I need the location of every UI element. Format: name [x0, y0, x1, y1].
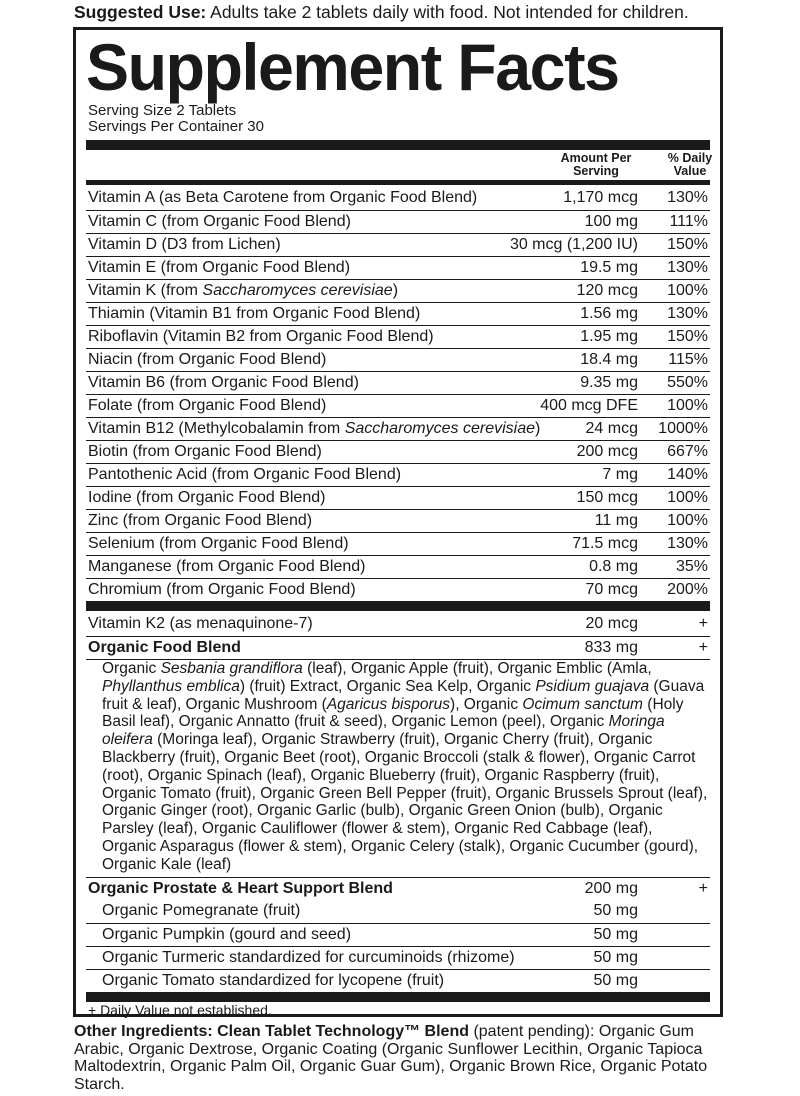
footnote: + Daily Value not established.: [88, 1002, 272, 1018]
supplement-facts-panel: [73, 27, 723, 1017]
nutrient-daily-value: 200%: [667, 581, 708, 598]
table-row: [86, 325, 710, 348]
nutrient-name: Manganese (from Organic Food Blend): [88, 558, 366, 575]
nutrient-name: Vitamin K2 (as menaquinone-7): [88, 615, 313, 632]
suggested-use: [74, 1, 774, 23]
blend-name: Organic Prostate & Heart Support Blend: [88, 880, 393, 897]
table-row: [86, 233, 710, 256]
table-row: [86, 279, 710, 302]
nutrient-name: Chromium (from Organic Food Blend): [88, 581, 356, 598]
nutrient-name: Biotin (from Organic Food Blend): [88, 443, 322, 460]
nutrient-amount: 0.8 mg: [589, 558, 638, 575]
nutrient-daily-value: 550%: [667, 374, 708, 391]
nutrient-daily-value: 667%: [667, 443, 708, 460]
ingredient-species: Moringa oleifera: [102, 713, 665, 749]
nutrient-name: Vitamin B6 (from Organic Food Blend): [88, 374, 359, 391]
table-row: [86, 371, 710, 394]
nutrient-amount: 20 mcg: [585, 615, 638, 632]
table-row: [86, 900, 710, 923]
table-row: [86, 187, 710, 210]
ingredient-amount: 50 mg: [593, 902, 638, 919]
suggested-use-text: Adults take 2 tablets daily with food. Not intended for children.: [206, 2, 689, 22]
nutrient-name: Vitamin C (from Organic Food Blend): [88, 213, 351, 230]
nutrient-daily-value: 130%: [667, 305, 708, 322]
nutrient-daily-value: 140%: [667, 466, 708, 483]
nutrient-daily-value: 115%: [668, 351, 708, 368]
other-ingredients-text: (patent pending): Organic Gum Arabic, Organic Dextrose, Organic Coating (Organic Sunflower Lecithin, Organic Tapioca Maltodextrin, Organic Palm Oil, Organic Guar Gum), Organic Brown Rice, Organic Potato Starch.: [74, 1023, 708, 1093]
ingredient-name: Organic Pumpkin (gourd and seed): [102, 926, 352, 943]
nutrient-source-species: Saccharomyces cerevisiae: [202, 282, 393, 299]
ingredient-species: Sesbania grandiflora: [160, 660, 303, 677]
nutrient-name: Thiamin (Vitamin B1 from Organic Food Blend): [88, 305, 421, 322]
nutrient-daily-value: 100%: [667, 282, 708, 299]
other-ingredients: [74, 1023, 724, 1093]
table-row: [86, 210, 710, 233]
nutrient-amount: 100 mg: [584, 213, 638, 230]
daily-value-header: % Daily Value: [667, 151, 713, 178]
table-row: [86, 946, 710, 969]
table-row: [86, 302, 710, 325]
blend-name: Organic Food Blend: [88, 639, 241, 656]
ingredient-species: Agaricus bisporus: [326, 695, 451, 713]
nutrient-daily-value: 1000%: [658, 420, 708, 437]
nutrient-daily-value: 150%: [667, 236, 708, 253]
nutrient-amount: 120 mcg: [576, 282, 638, 299]
ingredient-name: Organic Pomegranate (fruit): [102, 902, 301, 919]
table-row: [86, 555, 710, 578]
ingredient-amount: 50 mg: [593, 972, 638, 989]
table-row: [86, 969, 710, 992]
suggested-use-label: Suggested Use:: [74, 2, 207, 22]
servings-per-container: Servings Per Container 30: [88, 118, 264, 135]
nutrient-amount: 11 mg: [594, 512, 638, 529]
table-row-prostate-blend: [86, 877, 710, 900]
nutrient-name: Niacin (from Organic Food Blend): [88, 351, 327, 368]
nutrient-daily-value: 35%: [675, 558, 708, 575]
nutrient-name: Zinc (from Organic Food Blend): [88, 512, 313, 529]
ingredient-species: Phyllanthus emblica: [102, 677, 240, 695]
prostate-blend-items: [86, 900, 710, 992]
vitamin-table: [86, 187, 710, 601]
amount-per-serving-header: Amount Per Serving: [560, 151, 632, 178]
table-row: [86, 417, 710, 440]
other-ingredients-label: Other Ingredients: Clean Tablet Technology™ Blend: [74, 1023, 469, 1040]
table-row: [86, 463, 710, 486]
nutrient-amount: 18.4 mg: [580, 351, 638, 368]
nutrient-daily-value: 100%: [667, 397, 708, 414]
nutrient-amount: 70 mcg: [585, 581, 638, 598]
nutrient-amount: 200 mcg: [576, 443, 638, 460]
table-row-organic-food-blend: [86, 636, 710, 659]
nutrient-name: Riboflavin (Vitamin B2 from Organic Food Blend): [88, 328, 434, 345]
nutrient-name: Pantothenic Acid (from Organic Food Blend): [88, 466, 402, 483]
table-row: [86, 578, 710, 601]
serving-info: [88, 103, 264, 135]
table-row: [86, 532, 710, 555]
nutrient-daily-value: 130%: [667, 189, 708, 206]
nutrient-amount: 1.95 mg: [580, 328, 638, 345]
panel-title: Supplement Facts: [86, 30, 619, 104]
serving-size: Serving Size 2 Tablets: [88, 102, 237, 119]
blend-amount: 200 mg: [584, 880, 638, 897]
nutrient-daily-value: 150%: [667, 328, 708, 345]
ingredient-species: Psidium guajava: [535, 677, 650, 695]
nutrient-daily-value: 130%: [667, 535, 708, 552]
nutrient-amount: 7 mg: [602, 466, 638, 483]
nutrient-daily-value: 100%: [667, 489, 708, 506]
table-row: [86, 394, 710, 417]
nutrient-amount: 9.35 mg: [580, 374, 638, 391]
divider-thick: [86, 601, 710, 611]
nutrient-name: Vitamin D (D3 from Lichen): [88, 236, 281, 253]
prostate-blend-rows: [86, 877, 710, 992]
nutrient-amount: 1,170 mcg: [563, 189, 638, 206]
nutrient-source-species: Saccharomyces cerevisiae: [344, 420, 535, 437]
nutrient-daily-value: 130%: [667, 259, 708, 276]
nutrient-daily-value: +: [698, 615, 708, 632]
nutrient-amount: 19.5 mg: [580, 259, 638, 276]
blend-daily-value: +: [698, 639, 708, 656]
nutrient-name: Vitamin B12 (Methylcobalamin from Saccharomyces cerevisiae): [88, 420, 541, 437]
nutrient-name: Folate (from Organic Food Blend): [88, 397, 327, 414]
nutrient-name: Vitamin E (from Organic Food Blend): [88, 259, 351, 276]
nutrient-name: Vitamin K (from Saccharomyces cerevisiae): [88, 282, 399, 299]
nutrient-amount: 24 mcg: [585, 420, 638, 437]
nutrient-amount: 400 mcg DFE: [540, 397, 638, 414]
k2-and-blend-rows: [86, 613, 710, 659]
table-row: [86, 509, 710, 532]
nutrient-amount: 150 mcg: [576, 489, 638, 506]
table-row: [86, 486, 710, 509]
ingredient-species: Ocimum sanctum: [522, 695, 643, 713]
table-row: [86, 256, 710, 279]
food-blend-ingredients: Organic Sesbania grandiflora (leaf), Organic Apple (fruit), Organic Emblic (Amla, Phyllanthus emblica) (fruit) Extract, Organic Sea Kelp, Organic Psidium guajava (Guava fruit & leaf), Organic Mushroom (Agaricus bisporus), Organic Ocimum sanctum (Holy Basil leaf), Organic Annatto (fruit & seed), Organic Lemon (peel), Organic Moringa oleifera (Moringa leaf), Organic Strawberry (fruit), Organic Cherry (fruit), Organic Blackberry (fruit), Organic Beet (root), Organic Broccoli (stalk & flower), Organic Carrot (root), Organic Spinach (leaf), Organic Blueberry (fruit), Organic Raspberry (fruit), Organic Tomato (fruit), Organic Green Bell Pepper (fruit), Organic Brussels Sprout (leaf), Organic Ginger (root), Organic Garlic (bulb), Organic Green Onion (bulb), Organic Parsley (leaf), Organic Cauliflower (flower & stem), Organic Red Cabbage (leaf), Organic Asparagus (flower & stem), Organic Celery (stalk), Organic Cucumber (gourd), Organic Kale (leaf): [102, 660, 708, 873]
nutrient-amount: 30 mcg (1,200 IU): [509, 236, 638, 253]
table-row: [86, 440, 710, 463]
table-row-vitamin-k2: [86, 613, 710, 636]
divider-thick: [86, 140, 710, 150]
nutrient-amount: 71.5 mcg: [572, 535, 638, 552]
ingredient-name: Organic Tomato standardized for lycopene (fruit): [102, 972, 445, 989]
ingredient-amount: 50 mg: [593, 949, 638, 966]
nutrient-amount: 1.56 mg: [580, 305, 638, 322]
nutrient-daily-value: 100%: [667, 512, 708, 529]
blend-daily-value: +: [698, 880, 708, 897]
nutrient-name: Iodine (from Organic Food Blend): [88, 489, 326, 506]
nutrient-daily-value: 111%: [669, 213, 708, 230]
table-row: [86, 348, 710, 371]
nutrient-name: Selenium (from Organic Food Blend): [88, 535, 349, 552]
blend-amount: 833 mg: [584, 639, 638, 656]
ingredient-name: Organic Turmeric standardized for curcuminoids (rhizome): [102, 949, 515, 966]
ingredient-amount: 50 mg: [593, 926, 638, 943]
table-row: [86, 923, 710, 946]
divider-medium: [86, 180, 710, 185]
divider-thick: [86, 992, 710, 1002]
nutrient-name: Vitamin A (as Beta Carotene from Organic Food Blend): [88, 189, 478, 206]
